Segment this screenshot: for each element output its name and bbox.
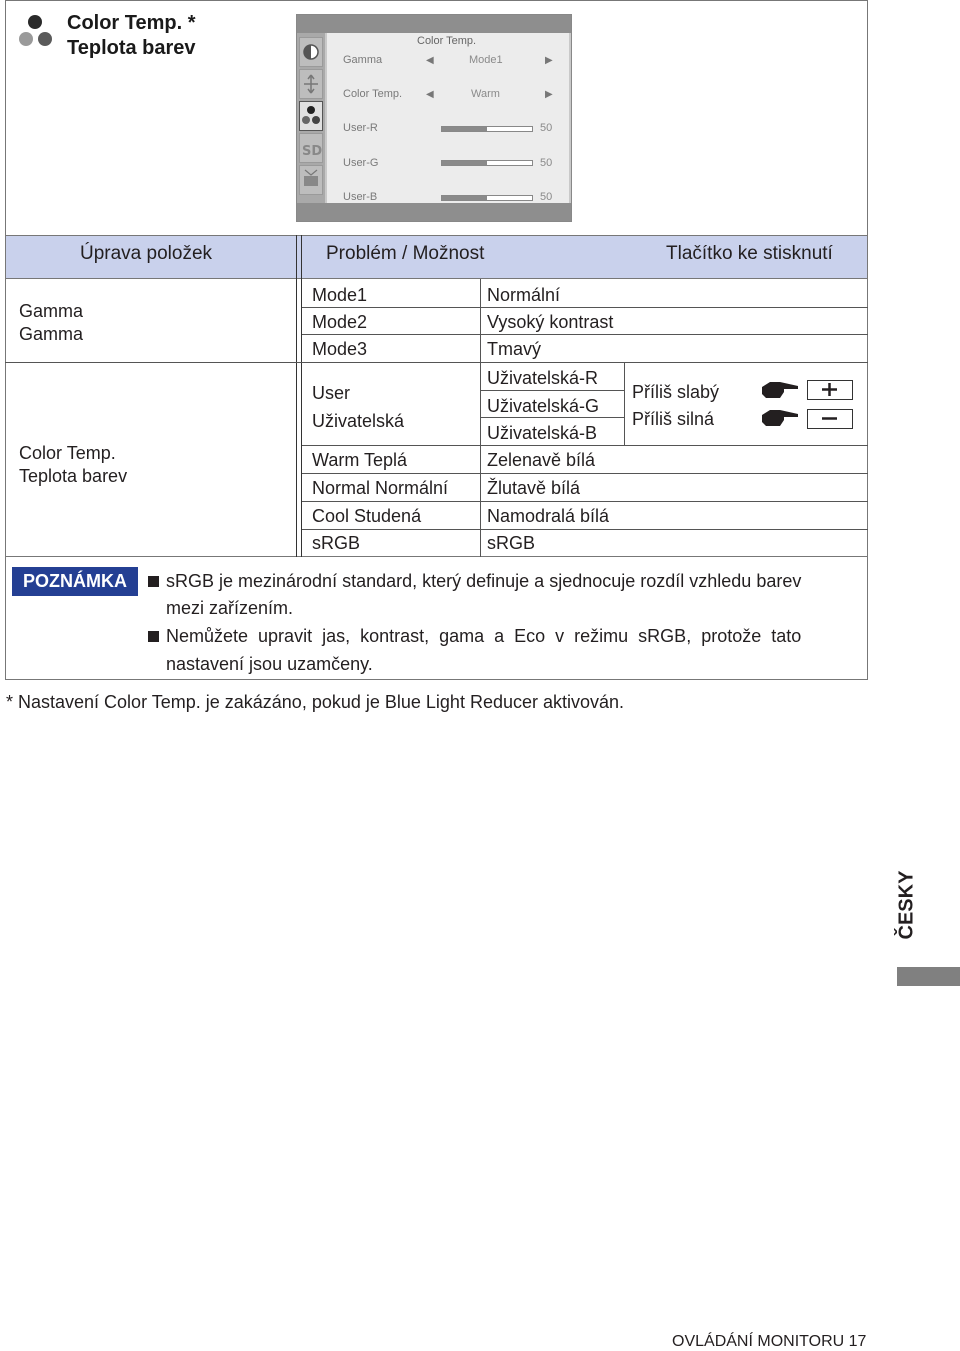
note-text: sRGB je mezinárodní standard, který definuje a sjednocuje rozdíl vzhledu barev [166, 571, 802, 591]
color-icon[interactable] [299, 101, 323, 131]
col-divider [480, 279, 481, 557]
preset-option: Warm Teplá [312, 450, 408, 470]
osd-user-r-value: 50 [540, 122, 553, 134]
language-tab-bar [897, 967, 960, 986]
left-arrow-icon[interactable]: ◀ [426, 55, 434, 66]
gamma-label: Gamma [19, 301, 84, 321]
plus-icon [808, 381, 851, 398]
column-divider [296, 235, 302, 557]
color-temp-icon [18, 14, 58, 48]
osd-user-r-label: User-R [343, 122, 378, 134]
row-divider [5, 362, 868, 363]
footnote: * Nastavení Color Temp. je zakázáno, pokud je Blue Light Reducer aktivován. [6, 692, 625, 712]
preset-option: Cool Studená [312, 506, 422, 526]
setup-menu-icon[interactable] [299, 165, 323, 195]
pointing-hand-icon [760, 406, 800, 430]
preset-option: sRGB [312, 533, 361, 553]
gamma-option: Mode3 [312, 339, 368, 359]
right-arrow-icon[interactable]: ▶ [545, 55, 553, 66]
osd-title: Color Temp. [417, 35, 477, 47]
osd-menu [296, 14, 572, 222]
row-divider [302, 334, 868, 335]
osd-user-g-slider[interactable] [441, 160, 533, 166]
plus-button[interactable] [807, 380, 853, 400]
osd-user-b-value: 50 [540, 191, 553, 203]
osd-bottom-bar [297, 203, 571, 221]
too-strong-label: Příliš silná [632, 409, 715, 429]
gamma-result: Vysoký kontrast [487, 312, 614, 332]
bullet-icon [148, 576, 159, 587]
preset-option: Normal Normální [312, 478, 449, 498]
osd-panel [327, 33, 569, 203]
gamma-result: Normální [487, 285, 561, 305]
note-badge: POZNÁMKA [12, 567, 138, 596]
table-body [5, 279, 868, 557]
too-weak-label: Příliš slabý [632, 382, 720, 402]
note-text: mezi zařízením. [166, 598, 294, 618]
osd-gamma-value[interactable]: Mode1 [469, 54, 503, 66]
osd-user-g-label: User-G [343, 157, 379, 169]
osd-colortemp-value[interactable]: Warm [471, 88, 500, 100]
colortemp-label: Color Temp. [19, 443, 116, 463]
user-result: Uživatelská-B [487, 423, 598, 443]
language-tab-label: ČESKY [895, 870, 918, 940]
gamma-option: Mode2 [312, 312, 368, 332]
user-result: Uživatelská-G [487, 396, 600, 416]
colortemp-label-local: Teplota barev [19, 466, 128, 486]
osd-user-g-value: 50 [540, 157, 553, 169]
osd-icon-column [297, 33, 325, 203]
left-arrow-icon[interactable]: ◀ [426, 89, 434, 100]
manual-image-icon[interactable] [299, 133, 323, 163]
svg-text:SD: SD [302, 144, 322, 159]
note-text: Nemůžete upravit jas, kontrast, gama a Eco v režimu sRGB, protože tato [166, 626, 802, 646]
contrast-icon[interactable] [299, 37, 323, 67]
position-icon[interactable] [299, 69, 323, 99]
header-button: Tlačítko ke stisknutí [666, 243, 833, 264]
row-divider [302, 445, 868, 446]
section-title: Color Temp. * [67, 12, 196, 34]
gamma-result: Tmavý [487, 339, 541, 359]
preset-result: Zelenavě bílá [487, 450, 596, 470]
osd-user-b-label: User-B [343, 191, 378, 203]
header-problem: Problém / Možnost [326, 243, 485, 264]
user-option: User [312, 383, 351, 403]
preset-result: Žlutavě bílá [487, 478, 581, 498]
page-footer: OVLÁDÁNÍ MONITORU 17 [672, 1333, 867, 1350]
minus-button[interactable] [807, 409, 853, 429]
row-divider [480, 390, 624, 391]
pointing-hand-icon [760, 378, 800, 402]
osd-colortemp-label: Color Temp. [343, 88, 403, 100]
section-subtitle: Teplota barev [67, 37, 196, 59]
right-arrow-icon[interactable]: ▶ [545, 89, 553, 100]
osd-user-b-slider[interactable] [441, 195, 533, 201]
row-divider [302, 473, 868, 474]
gamma-option: Mode1 [312, 285, 368, 305]
gamma-label-local: Gamma [19, 324, 84, 344]
row-divider [480, 417, 624, 418]
osd-user-r-slider[interactable] [441, 126, 533, 132]
osd-gamma-label: Gamma [343, 54, 383, 66]
bullet-icon [148, 631, 159, 642]
user-result: Uživatelská-R [487, 368, 599, 388]
osd-top-bar [297, 15, 571, 33]
col-divider [624, 362, 625, 445]
row-divider [302, 529, 868, 530]
preset-result: Namodralá bílá [487, 506, 610, 526]
user-option-local: Uživatelská [312, 411, 405, 431]
minus-icon [808, 410, 851, 427]
note-text: nastavení jsou uzamčeny. [166, 654, 373, 674]
row-divider [302, 307, 868, 308]
row-divider [302, 501, 868, 502]
preset-result: sRGB [487, 533, 536, 553]
header-item: Úprava položek [80, 243, 213, 264]
